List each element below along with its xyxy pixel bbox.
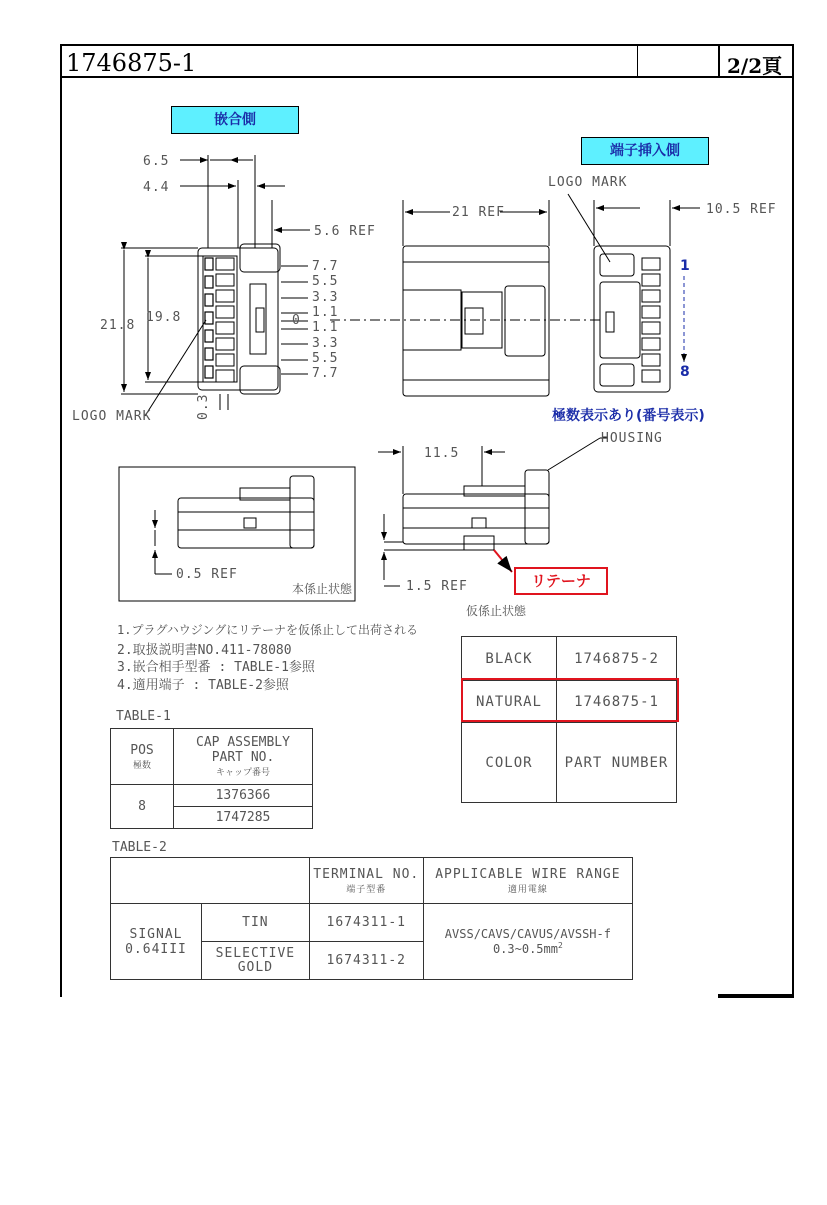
wire-header-cell: [423, 858, 632, 904]
cap-part: 1747285: [174, 807, 313, 829]
full-lock-label: 本係止状態: [292, 582, 353, 596]
wire-range: 0.3~0.5mm: [492, 942, 558, 956]
dim-5-6-ref: 5.6 REF: [314, 224, 376, 239]
dim-10-5-ref: 10.5 REF: [706, 202, 777, 217]
natural-highlight: [461, 678, 679, 722]
note-1: 1.プラグハウジングにリテーナを仮係止して出荷される: [117, 623, 418, 637]
wire-header: APPLICABLE WIRE RANGE: [435, 866, 621, 882]
table-2: [110, 857, 633, 980]
part-cell: 1746875-1: [557, 681, 677, 723]
dim-21-ref: 21 REF: [452, 205, 505, 220]
dim-4-4: 4.4: [143, 180, 170, 195]
pos-header: POS: [130, 742, 154, 758]
wire-range-exponent: 2: [557, 941, 563, 950]
terminal-header: TERMINAL NO.: [313, 866, 420, 882]
signal-cell: SIGNAL 0.64III: [111, 904, 202, 980]
dim-19-8: 19.8: [146, 310, 182, 325]
note-2: 2.取扱説明書NO.411-78080: [117, 643, 292, 658]
dim-11-5: 11.5: [424, 446, 460, 461]
terminal-sub: 端子型番: [346, 884, 387, 895]
pos-header-cell: [111, 729, 174, 785]
part-number-title: 1746875-1: [66, 49, 197, 77]
gold-cell: SELECTIVE GOLD: [202, 942, 310, 980]
wire-range-cell: [423, 904, 632, 980]
logo-mark-right: LOGO MARK: [548, 175, 628, 190]
table-1: [110, 728, 313, 829]
dim-0-5-ref: 0.5 REF: [176, 567, 238, 582]
color-cell: NATURAL: [462, 681, 557, 723]
dim-stack: 7.7: [312, 259, 339, 274]
part-header: PART NUMBER: [557, 723, 677, 803]
part-cell: 1746875-2: [557, 637, 677, 681]
retainer-label: リテーナ: [514, 567, 608, 595]
dim-stack: 5.5: [312, 351, 339, 366]
page-number: 2/2頁: [727, 54, 783, 78]
pin-first-number: 1: [680, 258, 690, 274]
pin-last-number: 8: [680, 364, 690, 380]
temp-lock-label: 仮係止状態: [466, 604, 527, 618]
cap-header: CAP ASSEMBLY PART NO.: [196, 735, 290, 765]
wire-sub: 適用電線: [507, 884, 548, 895]
logo-mark-left: LOGO MARK: [72, 409, 152, 424]
dim-6-5: 6.5: [143, 154, 170, 169]
dim-stack: 3.3: [312, 290, 339, 305]
dim-0-3: 0.3: [196, 393, 211, 420]
housing-label: HOUSING: [601, 431, 663, 446]
tin-cell: TIN: [202, 904, 310, 942]
wire-types: AVSS/CAVS/CAVUS/AVSSH-f: [444, 927, 611, 941]
color-cell: BLACK: [462, 637, 557, 681]
pos-sub: 極数: [132, 760, 151, 771]
dim-stack: 7.7: [312, 366, 339, 381]
tin-part: 1674311-1: [309, 904, 423, 942]
dim-stack: 5.5: [312, 274, 339, 289]
mating-side-label: 嵌合側: [171, 106, 299, 134]
terminal-header-cell: [309, 858, 423, 904]
cap-part: 1376366: [174, 785, 313, 807]
dim-stack: 1.1: [312, 305, 339, 320]
cap-sub: キャップ番号: [215, 768, 270, 778]
note-4: 4.適用端子 : TABLE-2参照: [117, 678, 289, 693]
terminal-insert-side-label: 端子挿入側: [581, 137, 709, 165]
polarity-note: 極数表示あり(番号表示): [552, 408, 705, 424]
gold-part: 1674311-2: [309, 942, 423, 980]
dim-1-5-ref: 1.5 REF: [406, 579, 468, 594]
empty-header: [111, 858, 310, 904]
table2-label: TABLE-2: [112, 840, 167, 855]
cap-header-cell: [174, 729, 313, 785]
note-3: 3.嵌合相手型番 : TABLE-1参照: [117, 660, 315, 675]
table1-label: TABLE-1: [116, 709, 171, 724]
dim-stack: 3.3: [312, 336, 339, 351]
color-header: COLOR: [462, 723, 557, 803]
dim-stack: 0: [292, 313, 301, 328]
dim-21-8: 21.8: [100, 318, 136, 333]
dim-stack: 1.1: [312, 320, 339, 335]
pos-value: 8: [111, 785, 174, 829]
